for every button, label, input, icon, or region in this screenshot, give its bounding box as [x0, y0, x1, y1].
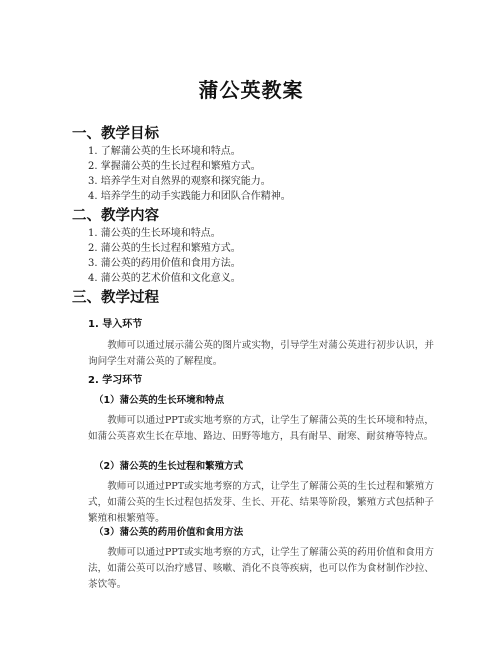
sub-paragraph-environment: 教师可以通过PPT或实地考察的方式，让学生了解蒲公英的生长环境和特点，如蒲公英喜欢生长在草地、路边、田野等地方，具有耐旱、耐寒、耐贫瘠等特点。 — [88, 415, 434, 442]
sub-heading-growth: （2）蒲公英的生长过程和繁殖方式 — [94, 461, 244, 472]
sub-heading-medicinal: （3）蒲公英的药用价值和食用方法 — [94, 527, 244, 538]
list-item: 4. 蒲公英的艺术价值和文化意义。 — [88, 273, 241, 284]
section-heading-process: 三、教学过程 — [72, 290, 159, 306]
step-paragraph-intro: 教师可以通过展示蒲公英的图片或实物，引导学生对蒲公英进行初步认识，并询问学生对蒲公英的了解程度。 — [88, 340, 434, 367]
list-item: 2. 蒲公英的生长过程和繁殖方式。 — [88, 243, 241, 254]
step-heading-learning: 2. 学习环节 — [88, 375, 143, 386]
list-item: 1. 蒲公英的生长环境和特点。 — [88, 228, 221, 239]
section-heading-content: 二、教学内容 — [72, 208, 159, 224]
list-item: 3. 蒲公英的药用价值和食用方法。 — [88, 258, 241, 269]
list-item: 3. 培养学生对自然界的观察和探究能力。 — [88, 176, 271, 187]
list-item: 2. 掌握蒲公英的生长过程和繁殖方式。 — [88, 161, 261, 172]
sub-heading-environment: （1）蒲公英的生长环境和特点 — [94, 395, 225, 406]
document-title: 蒲公英教案 — [198, 78, 304, 102]
section-heading-objectives: 一、教学目标 — [72, 126, 159, 142]
list-item: 1. 了解蒲公英的生长环境和特点。 — [88, 146, 241, 157]
sub-paragraph-growth: 教师可以通过PPT或实地考察的方式，让学生了解蒲公英的生长过程和繁殖方式，如蒲公英的生长过程包括发芽、生长、开花、结果等阶段，繁殖方式包括种子繁殖和根繁殖等。 — [88, 481, 434, 524]
sub-paragraph-medicinal: 教师可以通过PPT或实地考察的方式，让学生了解蒲公英的药用价值和食用方法，如蒲公英可以治疗感冒、咳嗽、消化不良等疾病，也可以作为食材制作沙拉、茶饮等。 — [88, 547, 434, 590]
list-item: 4. 培养学生的动手实践能力和团队合作精神。 — [88, 191, 291, 202]
step-heading-intro: 1. 导入环节 — [88, 319, 143, 330]
